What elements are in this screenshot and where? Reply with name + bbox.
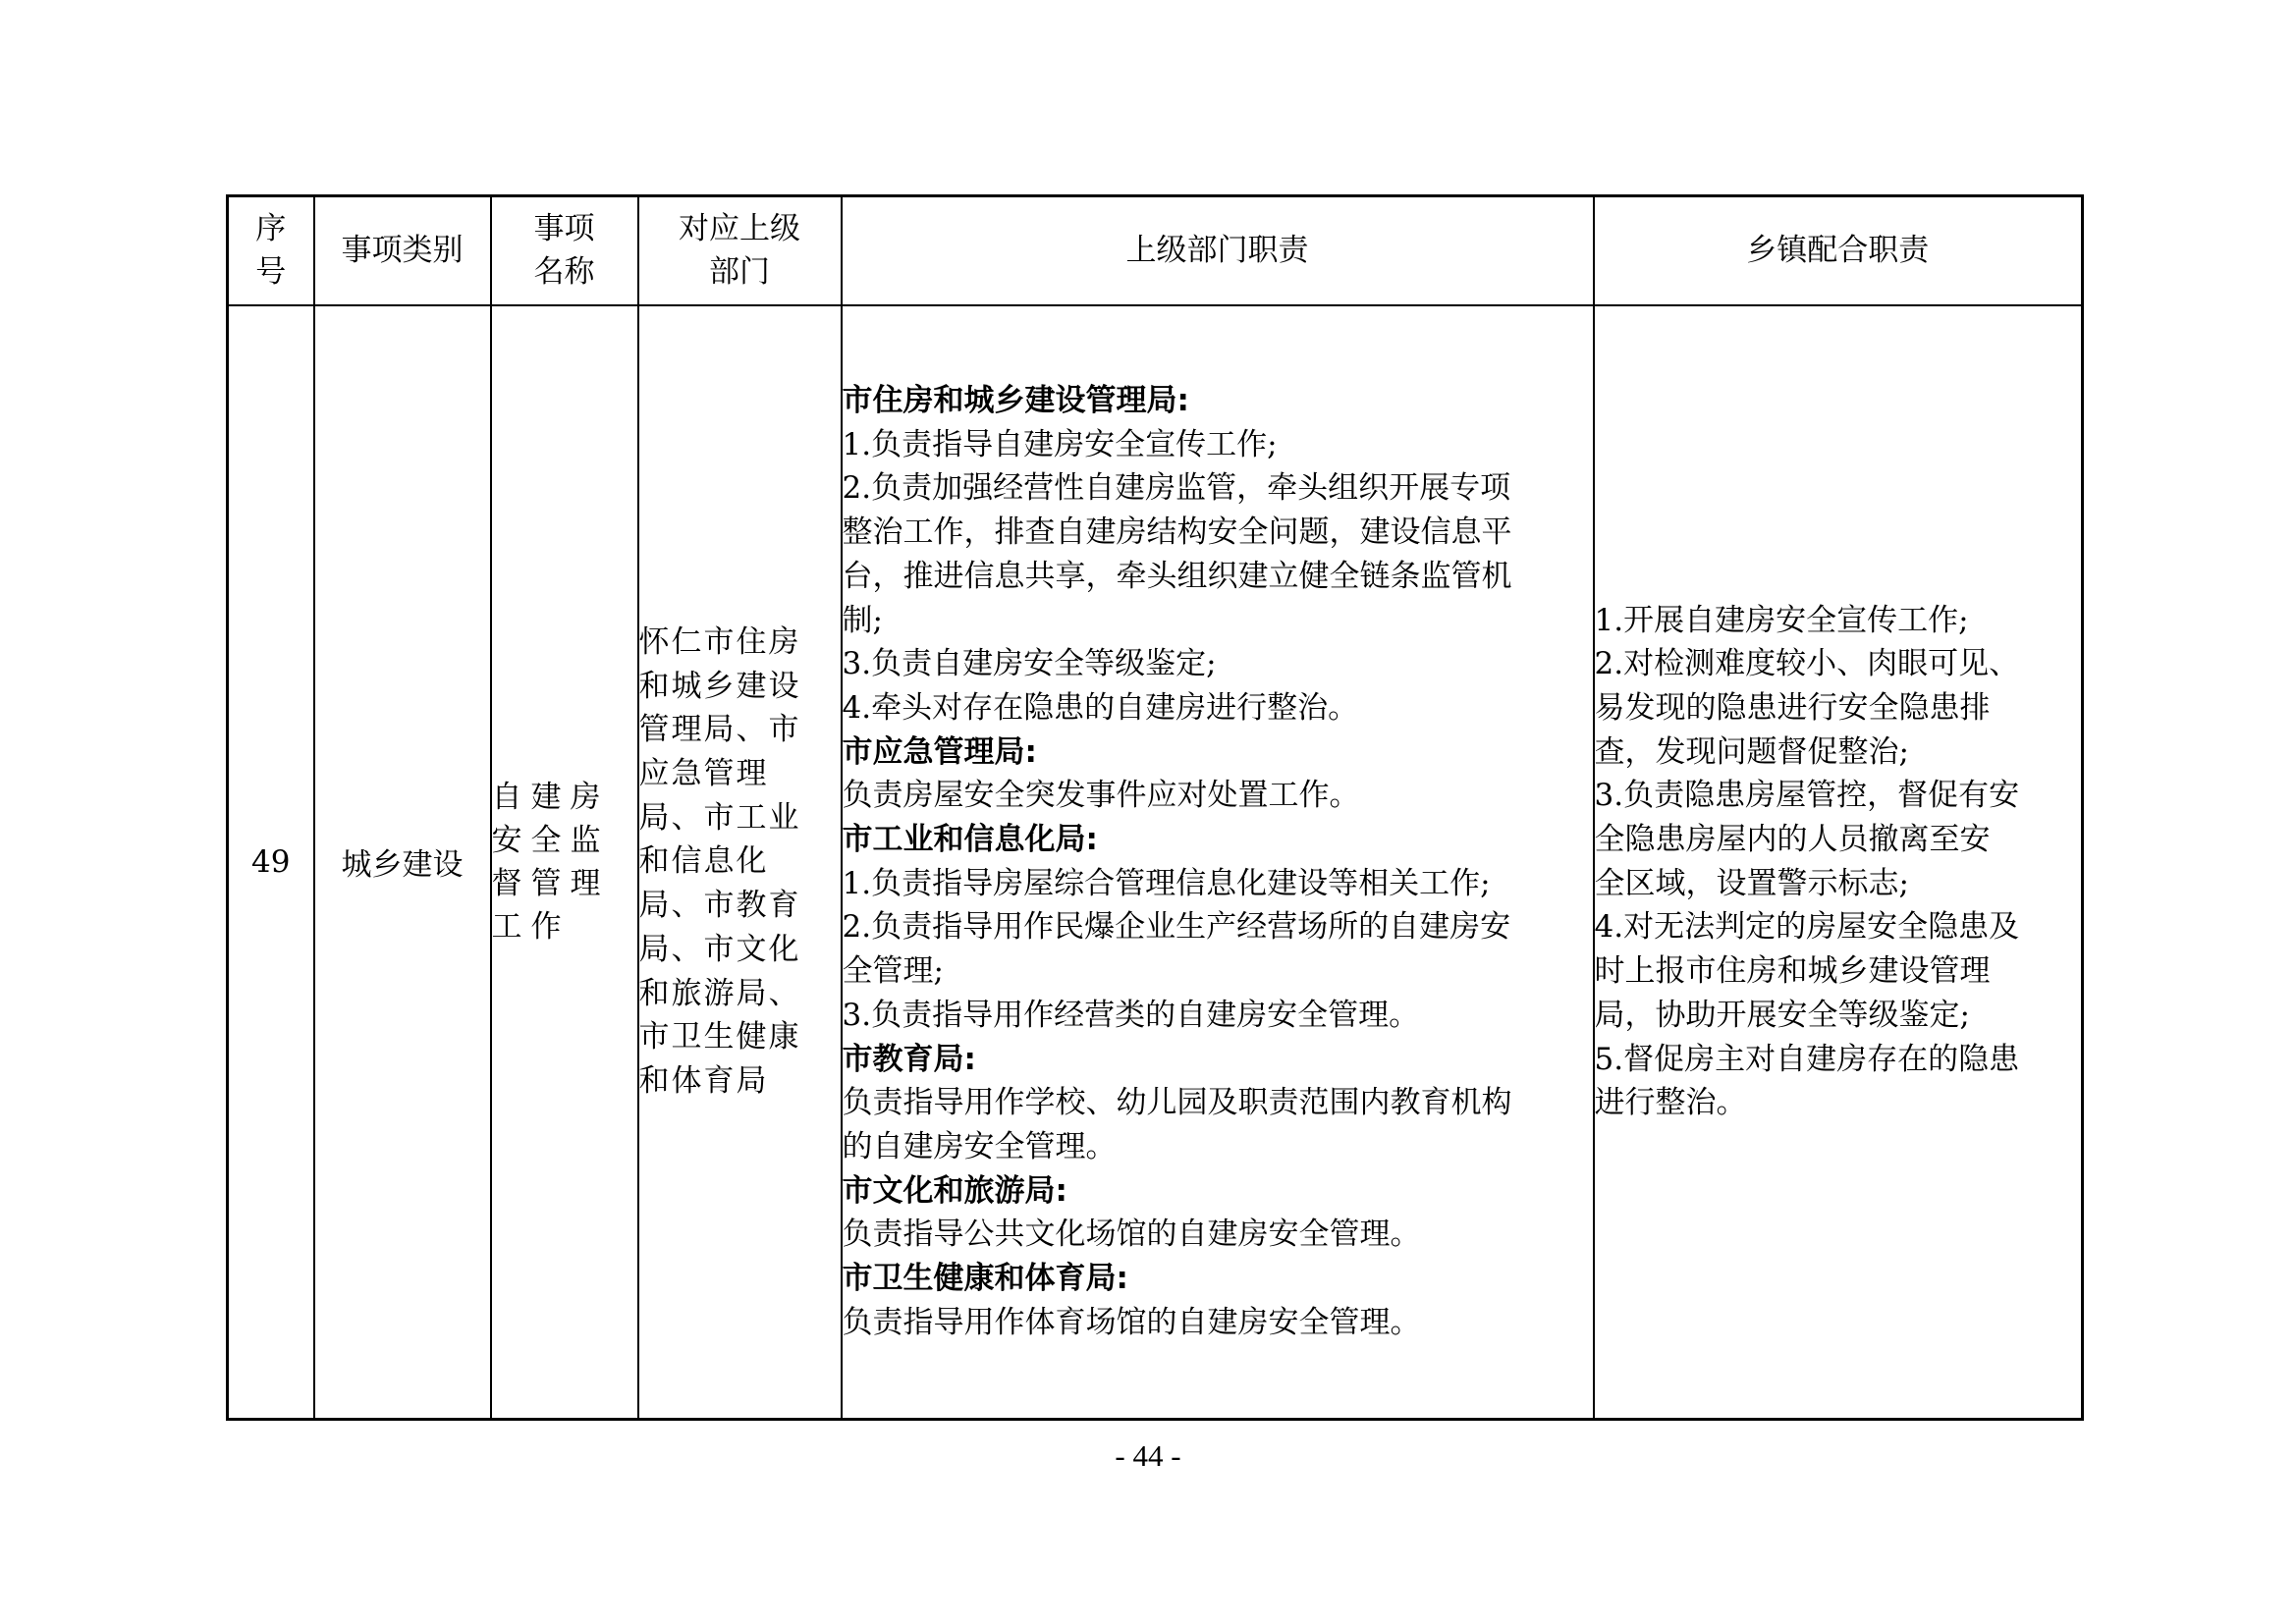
table-row: [228, 305, 2083, 1420]
town-duty-line: 4.对无法判定的房屋安全隐患及: [1594, 909, 2020, 946]
header-dept: 对应上级 部门: [638, 196, 842, 305]
dept-line: 怀仁市住房: [638, 623, 801, 660]
duty-line: 市文化和旅游局:: [842, 1172, 1067, 1209]
header-superior-duty: 上级部门职责: [842, 196, 1594, 305]
duty-line: 负责指导用作体育场馆的自建房安全管理。: [842, 1304, 1421, 1340]
duty-line: 市工业和信息化局:: [842, 822, 1098, 858]
dept-cell: [638, 305, 842, 1420]
duty-line: 台，推进信息共享，牵头组织建立健全链条监管机: [842, 558, 1512, 594]
town-duty-line: 1.开展自建房安全宣传工作;: [1594, 602, 1969, 638]
item-name-line: 工作: [491, 908, 571, 945]
town-duty-cell: [1594, 305, 2083, 1420]
duty-line: 市住房和城乡建设管理局:: [842, 383, 1189, 419]
duty-line: 1.负责指导自建房安全宣传工作;: [842, 426, 1278, 462]
duty-line: 3.负责指导用作经营类的自建房安全管理。: [842, 997, 1420, 1033]
duty-line: 市卫生健康和体育局:: [842, 1261, 1128, 1297]
duty-line: 整治工作，排查自建房结构安全问题，建设信息平: [842, 514, 1512, 551]
page-number: - 44 -: [1115, 1438, 1181, 1473]
dept-line: 局、市文化: [638, 931, 801, 967]
dept-line: 应急管理: [638, 755, 769, 791]
town-duty-line: 查，发现问题督促整治;: [1594, 733, 1909, 770]
dept-line: 管理局、市: [638, 712, 801, 748]
header-town-duty: 乡镇配合职责: [1594, 196, 2083, 305]
seq-cell: 49: [228, 305, 314, 1420]
town-duty-line: 全区域，设置警示标志;: [1594, 865, 1909, 901]
town-duty-line: 易发现的隐患进行安全隐患排: [1594, 689, 1991, 726]
town-duty-line: 3.负责隐患房屋管控，督促有安: [1594, 778, 2020, 814]
dept-line: 和信息化: [638, 843, 769, 880]
category-cell: 城乡建设: [314, 305, 491, 1420]
duty-line: 2.负责加强经营性自建房监管，牵头组织开展专项: [842, 470, 1511, 507]
duty-line: 全管理;: [842, 953, 944, 990]
item-name-cell: [491, 305, 638, 1420]
duty-line: 4.牵头对存在隐患的自建房进行整治。: [842, 689, 1359, 726]
dept-line: 和旅游局、: [638, 975, 801, 1011]
duty-line: 市应急管理局:: [842, 733, 1037, 770]
duty-line: 负责指导公共文化场馆的自建房安全管理。: [842, 1217, 1421, 1253]
dept-line: 局、市工业: [638, 799, 801, 836]
duty-line: 市教育局:: [842, 1041, 976, 1077]
duty-line: 3.负责自建房安全等级鉴定;: [842, 646, 1217, 682]
item-name-line: 督管理: [491, 865, 610, 901]
duty-line: 制;: [842, 602, 883, 638]
town-duty-line: 全隐患房屋内的人员撤离至安: [1594, 822, 1991, 858]
town-duty-line: 5.督促房主对自建房存在的隐患: [1594, 1041, 2020, 1077]
town-duty-line: 局，协助开展安全等级鉴定;: [1594, 997, 1970, 1033]
dept-line: 市卫生健康: [638, 1019, 801, 1055]
duty-line: 负责房屋安全突发事件应对处置工作。: [842, 778, 1360, 814]
header-category: 事项类别: [314, 196, 491, 305]
header-item-name: 事项 名称: [491, 196, 638, 305]
item-name-line: 自建房: [491, 779, 610, 815]
table-header-row: [228, 196, 2083, 305]
header-seq: 序 号: [228, 196, 314, 305]
responsibility-table: [226, 194, 2084, 1421]
superior-duty-cell: [842, 305, 1594, 1420]
duty-line: 负责指导用作学校、幼儿园及职责范围内教育机构: [842, 1085, 1512, 1121]
item-name-line: 安全监: [491, 822, 610, 858]
town-duty-line: 进行整治。: [1594, 1085, 1747, 1121]
duty-line: 1.负责指导房屋综合管理信息化建设等相关工作;: [842, 865, 1491, 901]
dept-line: 和体育局: [638, 1062, 769, 1099]
town-duty-line: 2.对检测难度较小、肉眼可见、: [1594, 646, 2020, 682]
duty-line: 的自建房安全管理。: [842, 1128, 1117, 1164]
town-duty-line: 时上报市住房和城乡建设管理: [1594, 953, 1991, 990]
dept-line: 和城乡建设: [638, 668, 801, 704]
duty-line: 2.负责指导用作民爆企业生产经营场所的自建房安: [842, 909, 1511, 946]
dept-line: 局、市教育: [638, 888, 801, 924]
